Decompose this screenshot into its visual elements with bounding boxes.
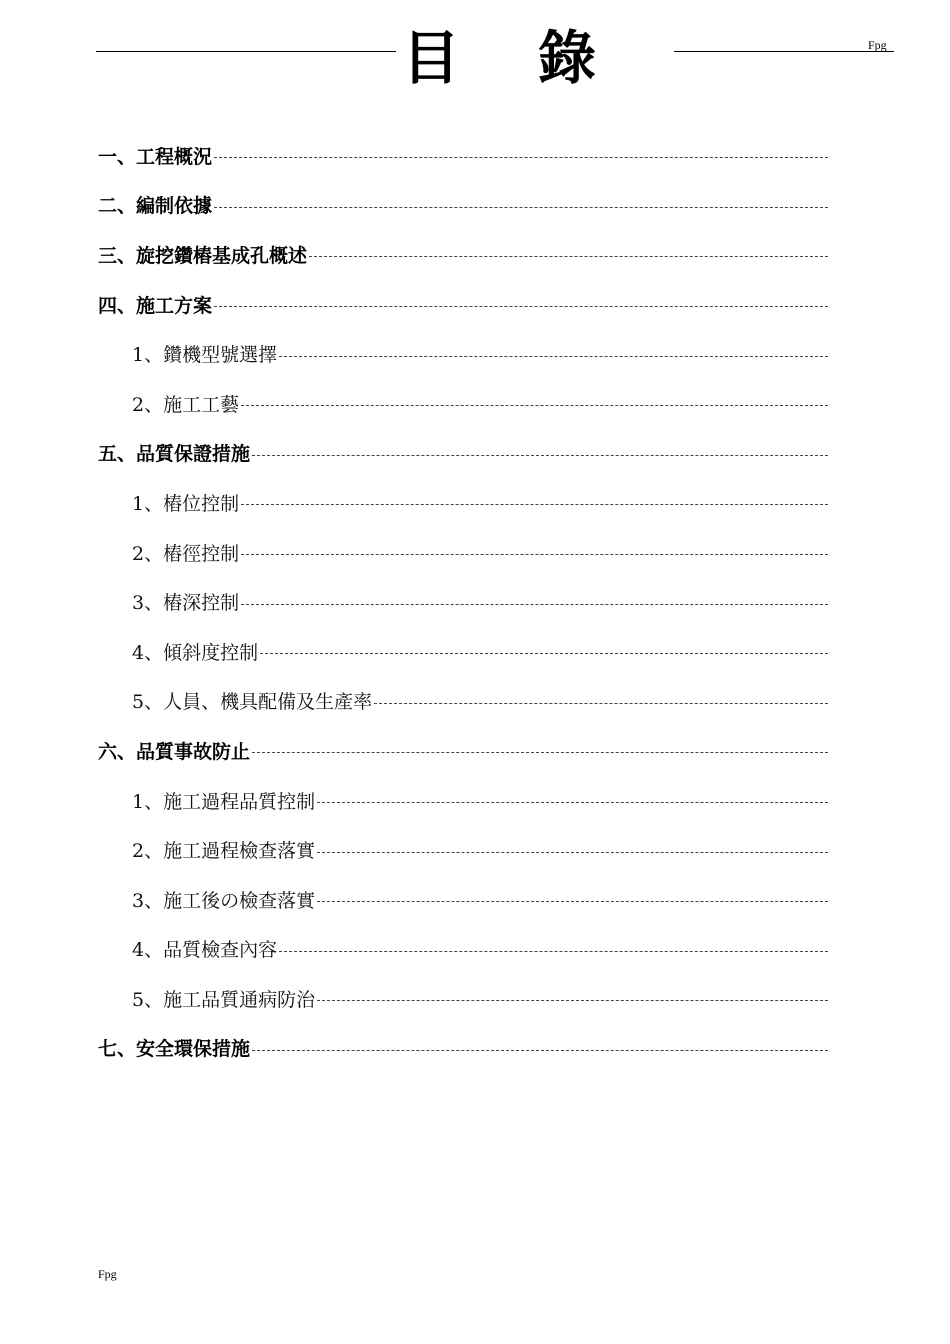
toc-entry-label: 七、安全環保措施 bbox=[98, 1038, 251, 1061]
toc-subsection-entry bbox=[98, 975, 828, 1025]
toc-dash-leader bbox=[317, 1000, 828, 1001]
toc-dash-leader bbox=[252, 752, 828, 753]
toc-dash-leader bbox=[279, 356, 828, 357]
toc-dash-leader bbox=[260, 653, 828, 654]
toc-section-entry bbox=[98, 132, 828, 182]
toc-dash-leader bbox=[214, 207, 828, 208]
toc-dash-leader bbox=[241, 504, 828, 505]
toc-entry-label: 六、品質事故防止 bbox=[98, 740, 251, 763]
toc-entry-label: 2、施工過程檢查落實 bbox=[132, 840, 316, 863]
header-tag: Fpg bbox=[868, 38, 887, 52]
toc-subsection-entry bbox=[98, 826, 828, 876]
toc-subsection-entry bbox=[98, 926, 828, 976]
toc-dash-leader bbox=[241, 554, 828, 555]
toc-section-entry bbox=[98, 281, 828, 331]
toc-dash-leader bbox=[279, 951, 828, 952]
toc-dash-leader bbox=[241, 604, 828, 605]
toc-entry-label: 二、編制依據 bbox=[98, 195, 213, 218]
toc-entry-label: 五、品質保證措施 bbox=[98, 443, 251, 466]
toc-entry-label: 3、樁深控制 bbox=[132, 592, 240, 615]
toc-entry-label: 5、人員、機具配備及生產率 bbox=[132, 691, 373, 714]
toc-entry-label: 4、傾斜度控制 bbox=[132, 641, 259, 664]
toc-entry-label: 3、施工後の檢查落實 bbox=[132, 889, 316, 912]
toc-dash-leader bbox=[374, 703, 828, 704]
toc-dash-leader bbox=[317, 901, 828, 902]
page-title: 目錄 bbox=[396, 22, 674, 94]
toc-entry-label: 2、樁徑控制 bbox=[132, 542, 240, 565]
toc-entry-label: 4、品質檢查內容 bbox=[132, 939, 278, 962]
toc-section-entry bbox=[98, 231, 828, 281]
toc-subsection-entry bbox=[98, 578, 828, 628]
toc-subsection-entry bbox=[98, 628, 828, 678]
toc-entry-label: 1、樁位控制 bbox=[132, 492, 240, 515]
toc-dash-leader bbox=[317, 802, 828, 803]
toc-subsection-entry bbox=[98, 380, 828, 430]
table-of-contents bbox=[98, 132, 828, 1074]
toc-dash-leader bbox=[317, 852, 828, 853]
toc-dash-leader bbox=[252, 1050, 828, 1051]
toc-dash-leader bbox=[309, 256, 828, 257]
toc-entry-label: 2、施工工藝 bbox=[132, 393, 240, 416]
toc-entry-label: 5、施工品質通病防治 bbox=[132, 988, 316, 1011]
toc-dash-leader bbox=[214, 157, 828, 158]
toc-subsection-entry bbox=[98, 330, 828, 380]
toc-section-entry bbox=[98, 727, 828, 777]
footer-tag: Fpg bbox=[98, 1267, 117, 1281]
toc-entry-label: 四、施工方案 bbox=[98, 294, 213, 317]
toc-section-entry bbox=[98, 182, 828, 232]
toc-entry-label: 一、工程概況 bbox=[98, 145, 213, 168]
toc-dash-leader bbox=[252, 455, 828, 456]
toc-entry-label: 1、施工過程品質控制 bbox=[132, 790, 316, 813]
toc-section-entry bbox=[98, 1025, 828, 1075]
toc-subsection-entry bbox=[98, 529, 828, 579]
toc-dash-leader bbox=[241, 405, 828, 406]
toc-subsection-entry bbox=[98, 678, 828, 728]
toc-subsection-entry bbox=[98, 479, 828, 529]
toc-entry-label: 1、鑽機型號選擇 bbox=[132, 344, 278, 367]
toc-subsection-entry bbox=[98, 777, 828, 827]
toc-subsection-entry bbox=[98, 876, 828, 926]
toc-section-entry bbox=[98, 430, 828, 480]
toc-dash-leader bbox=[214, 306, 828, 307]
toc-entry-label: 三、旋挖鑽樁基成孔概述 bbox=[98, 244, 308, 267]
